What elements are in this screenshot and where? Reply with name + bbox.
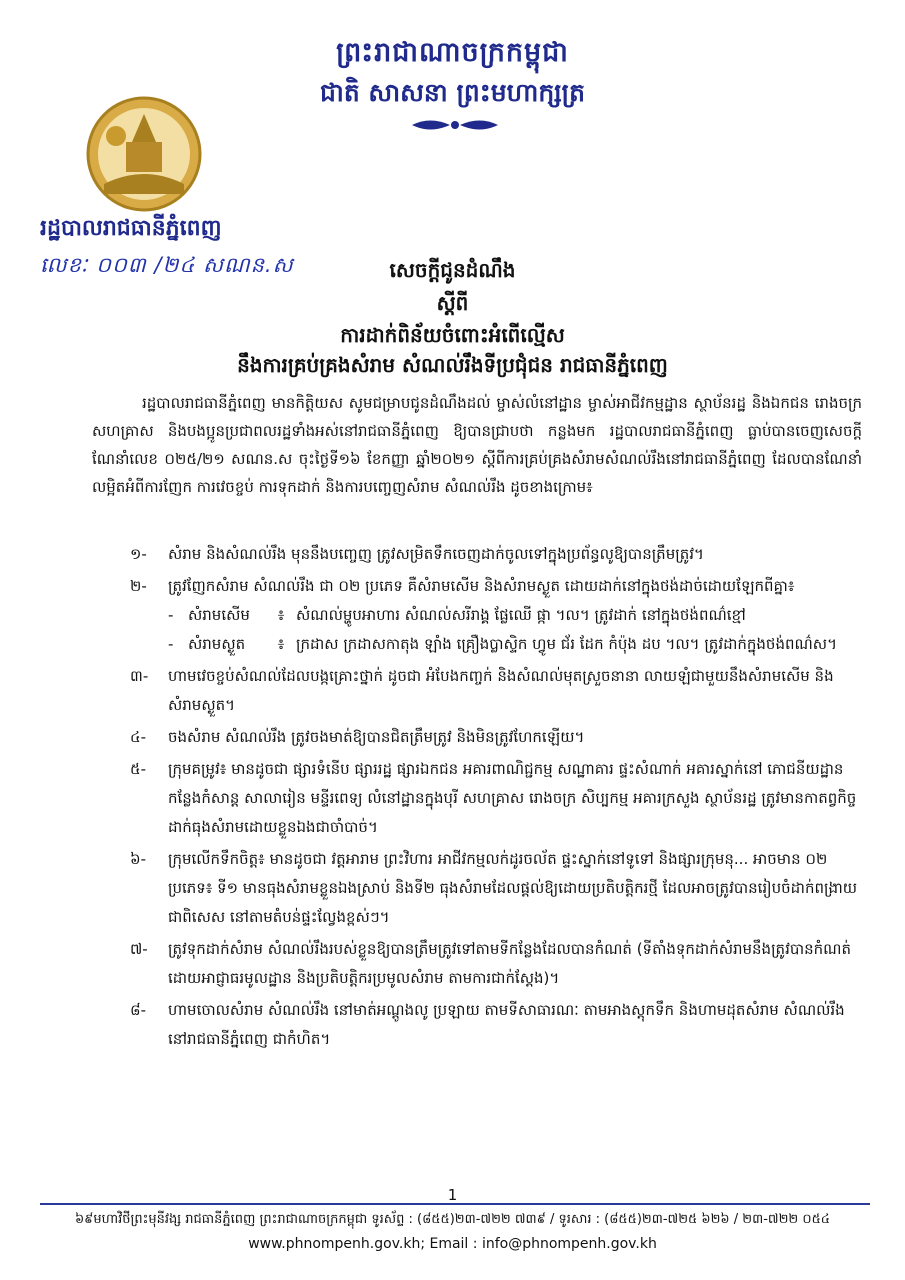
footer-address: ៦៩មហាវិថីព្រះមុនីវង្ស រាជធានីភ្នំពេញ ព្រះរាជាណាចក្រកម្ពុជា ទូរស័ព្ទ : (៨៥៥)២៣-៧២២ ៧៣៩ / ទូរសារ : (៨៥៥)២៣-៧២៥ ៦២៦ / ២៣-៧២២ ០៥៤ (74, 1212, 831, 1227)
item-text: ក្រុមលើកទឹកចិត្ត៖ មានដូចជា វត្តអារាម ព្រះវិហារ អាជីវកម្មលក់ដូរចល័ត ផ្ទះស្នាក់នៅទូទៅ និងផ្សារក្រុមនុ... អាចមាន ០២ ប្រភេទ៖ ទី១ មានធុងសំរាមខ្លួនឯងស្រាប់ និងទី២ ធុងសំរាមដែលផ្តល់ឱ្យដោយប្រតិបត្តិករថ្មី ដែលអាចត្រូវបានរៀបចំដាក់ពង្រាយជាពិសេស នៅតាមតំបន់ផ្ទះល្វែងខ្ពស់ៗ។ (168, 850, 858, 926)
list-item (130, 845, 865, 932)
footer-divider (40, 1203, 870, 1205)
item-text: ត្រូវទុកដាក់សំរាម សំណល់រឹងរបស់ខ្លួនឱ្យបានត្រឹមត្រូវទៅតាមទីកន្លែងដែលបានកំណត់ (ទីតាំងទុកដាក់សំរាមនឹងត្រូវបានកំណត់ដោយអាជ្ញាធរមូលដ្ឋាន និងប្រតិបត្តិករប្រមូលសំរាម តាមការជាក់ស្តែង)។ (168, 940, 851, 987)
sub-text: ក្រដាស ក្រដាសកាតុង ឡាំង គ្រឿងប្លាស្ទិក ហ្វូម ជ័រ ដែក កំប៉ុង ដប ។ល។ ត្រូវដាក់ក្នុងថង់ពណ៌ស។ (296, 635, 837, 653)
notice-title: សេចក្តីជូនដំណឹង (389, 258, 516, 282)
list-item (130, 572, 865, 659)
footer-contact: www.phnompenh.gov.kh; Email : info@phnompenh.gov.kh (248, 1236, 657, 1252)
list-item (130, 755, 865, 842)
administration-name: រដ្ឋបាលរាជធានីភ្នំពេញ (40, 216, 222, 241)
city-emblem-icon (84, 94, 204, 214)
item-number: ៣- (130, 667, 149, 685)
item-text: ត្រូវញែកសំរាម សំណល់រឹង ជា ០២ ប្រភេទ គឺសំរាមសើម និងសំរាមស្ងួត ដោយដាក់នៅក្នុងថង់ដាច់ដោយឡែកពីគ្នា៖ (168, 577, 795, 595)
national-motto: ជាតិ សាសនា ព្រះមហាក្សត្រ (320, 78, 585, 107)
sub-label: សំរាមសើម (188, 606, 250, 624)
item-number: ១- (130, 545, 147, 563)
notice-subject-label: ស្តីពី (436, 291, 469, 315)
rules-list (130, 540, 865, 1057)
sub-dash: - (168, 635, 174, 653)
item-text: ក្រុមគម្រូវ៖ មានដូចជា ផ្សារទំនើប ផ្សាររដ្ឋ ផ្សារឯកជន អគារពាណិជ្ជកម្ម សណ្ឋាគារ ផ្ទះសំណាក់ អគារស្នាក់នៅ ភោជនីយដ្ឋាន កន្លែងកំសាន្ត សាលារៀន មន្ទីរពេទ្យ លំនៅដ្ឋានក្នុងបុរី សហគ្រាស រោងចក្រ សិប្បកម្ម អគារក្រសួង ស្ថាប័នរដ្ឋ ត្រូវមានកាតព្វកិច្ចដាក់ធុងសំរាមដោយខ្លួនឯងជាចាំបាច់។ (168, 760, 857, 836)
notice-subject-line-1: ការដាក់ពិន័យចំពោះអំពើល្មើស (340, 323, 565, 347)
item-text: ហាមវេចខ្ចប់សំណល់ដែលបង្កគ្រោះថ្នាក់ ដូចជា អំបែងកញ្ចក់ និងសំណល់មុតស្រួចនានា លាយឡំជាមួយនឹងសំរាមសើម និងសំរាមស្ងួត។ (168, 667, 834, 714)
item-number: ៧- (130, 940, 148, 958)
list-item (130, 935, 865, 993)
intro-paragraph: រដ្ឋបាលរាជធានីភ្នំពេញ មានកិត្តិយស សូមជម្រាបជូនដំណឹងដល់ ម្ចាស់លំនៅដ្ឋាន ម្ចាស់អាជីវកម្មដ្ឋាន ស្ថាប័នរដ្ឋ និងឯកជន រោងចក្រ សហគ្រាស និងបងប្អូនប្រជាពលរដ្ឋទាំងអស់នៅរាជធានីភ្នំពេញ ឱ្យបានជ្រាបថា កន្លងមក រដ្ឋបាលរាជធានីភ្នំពេញ ធ្លាប់បានចេញសេចក្តីណែនាំលេខ ០២៥/២១ សណន.ស ចុះថ្ងៃទី១៦ ខែកញ្ញា ឆ្នាំ២០២១ ស្តីពីការគ្រប់គ្រងសំរាមសំណល់រឹងនៅរាជធានីភ្នំពេញ ដែលបានណែនាំលម្អិតអំពីការញែក ការវេចខ្ចប់ ការទុកដាក់ និងការបញ្ចេញសំរាម សំណល់រឹង ដូចខាងក្រោម៖ (92, 394, 862, 496)
sub-colon: ៖ (277, 635, 285, 653)
list-item (130, 540, 865, 569)
item-number: ៥- (130, 760, 147, 778)
sub-text: សំណល់ម្ហូបអាហារ សំណល់សរីរាង្គ ផ្លែឈើ ផ្កា ។ល។ ត្រូវដាក់ នៅក្នុងថង់ពណ៌ខ្មៅ (296, 606, 746, 624)
page-number: 1 (447, 1186, 458, 1204)
item-number: ៦- (130, 850, 147, 868)
divider-ornament-icon (410, 114, 500, 136)
item-text: ហាមចោលសំរាម សំណល់រឹង នៅមាត់អណ្តូងលូ ប្រឡាយ តាមទីសាធារណៈ តាមអាងស្តុកទឹក និងហាមដុតសំរាម សំណល់រឹង នៅរាជធានីភ្នំពេញ ជាកំហិត។ (168, 1001, 845, 1048)
sub-item-dry-waste (168, 630, 865, 659)
reference-number: លេខៈ ០០៣ /២៤ សណន.ស (40, 253, 294, 277)
item-number: ២- (130, 577, 147, 595)
notice-subject-line-2: នឹងការគ្រប់គ្រងសំរាម សំណល់រឹងទីប្រជុំជន រាជធានីភ្នំពេញ (237, 353, 668, 377)
list-item (130, 723, 865, 752)
item-number: ៤- (130, 728, 147, 746)
list-item (130, 996, 865, 1054)
sub-list (168, 601, 865, 659)
item-number: ៨- (130, 1001, 147, 1019)
sub-dash: - (168, 606, 174, 624)
sub-colon: ៖ (277, 606, 285, 624)
sub-item-wet-waste (168, 601, 865, 630)
item-text: ចងសំរាម សំណល់រឹង ត្រូវចងមាត់ឱ្យបានជិតត្រឹមត្រូវ និងមិនត្រូវហែកឡើយ។ (168, 728, 585, 746)
item-text: សំរាម និងសំណល់រឹង មុននឹងបញ្ចេញ ត្រូវសម្រិតទឹកចេញដាក់ចូលទៅក្នុងប្រព័ន្ធលូឱ្យបានត្រឹមត្រូវ។ (168, 545, 704, 563)
sub-label: សំរាមស្ងួត (188, 635, 246, 653)
list-item (130, 662, 865, 720)
kingdom-title: ព្រះរាជាណាចក្រកម្ពុជា (336, 37, 569, 68)
